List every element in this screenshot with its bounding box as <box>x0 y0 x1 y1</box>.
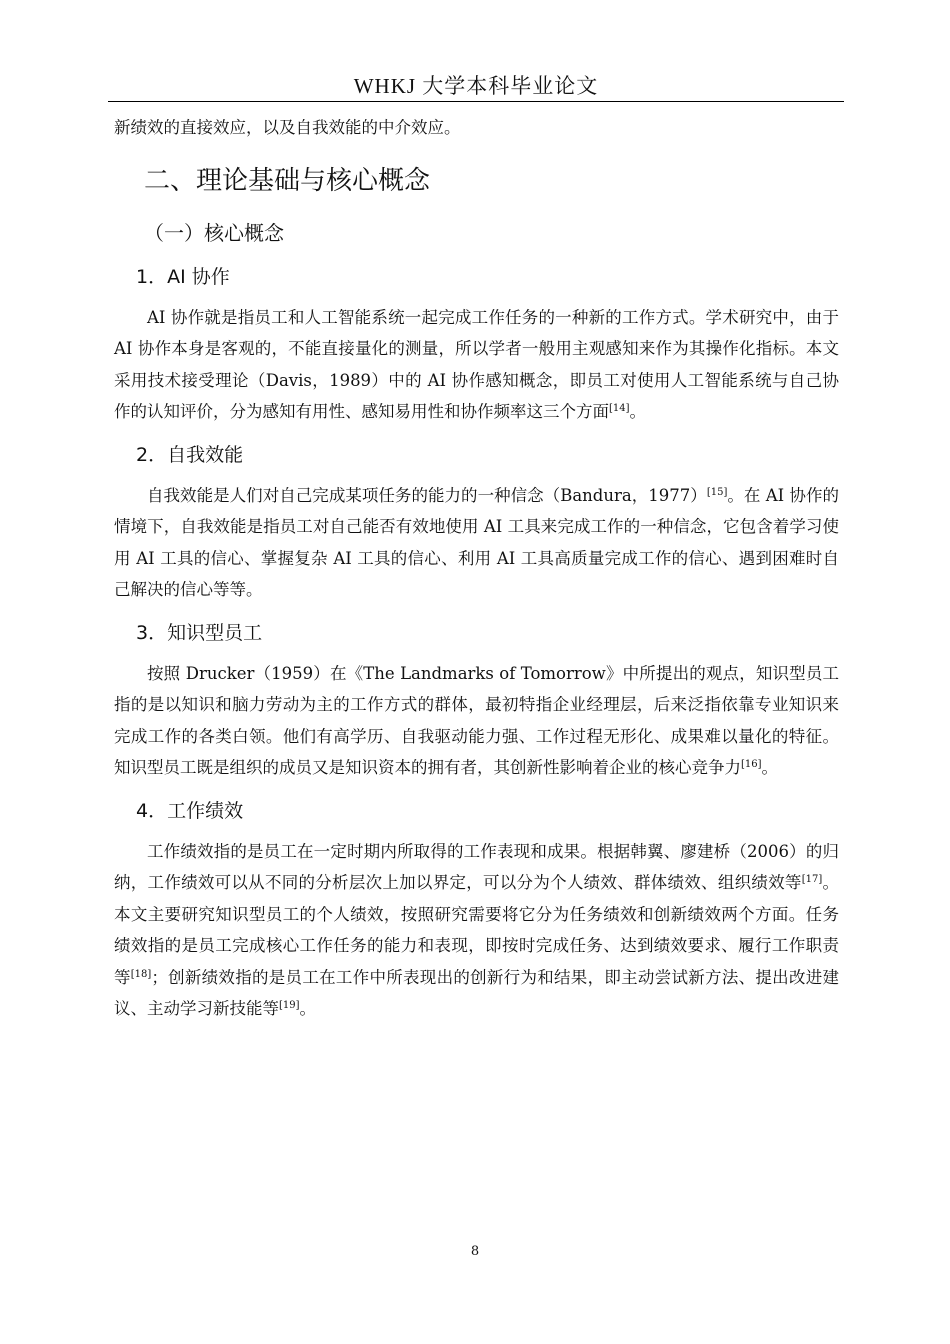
citation-ref: [15] <box>706 486 728 498</box>
heading-ai-collaboration: 1．AI 协作 <box>136 265 230 288</box>
running-header: WHKJ 大学本科毕业论文 <box>353 74 599 98</box>
citation-ref: [17] <box>801 874 823 885</box>
intro-paragraph: 新绩效的直接效应，以及自我效能的中介效应。 <box>114 118 461 137</box>
paragraph-text: AI 协作就是指员工和人工智能系统一起完成工作任务的一种新的工作方式。学术研究中，由于 AI 协作本身是客观的，不能直接量化的测量，所以学者一般用主观感知来作为其操作化指标。本文采用技术接受理论（Davis，1989）中的 AI 协作感知概念，即员工对使用人工智能系统与自己协作的认知评价，分为感知有用性、感知易用性和协作频率这三个方面 <box>114 307 839 421</box>
paragraph-text: 按照 Drucker（1959）在《The Landmarks of Tomorrow》中所提出的观点，知识型员工指的是以知识和脑力劳动为主的工作方式的群体，最初特指企业经理层，后来泛指依靠专业知识来完成工作的各类白领。他们有高学历、自我驱动能力强、工作过程无形化、成果难以量化的特征。知识型员工既是组织的成员又是知识资本的拥有者，其创新性影响着企业的核心竞争力 <box>114 663 839 777</box>
paragraph-text: 自我效能是人们对自己完成某项任务的能力的一种信念（Bandura，1977） <box>147 485 707 505</box>
paragraph-text: 工作绩效指的是员工在一定时期内所取得的工作表现和成果。根据韩翼、廖建桥（2006）的归纳，工作绩效可以从不同的分析层次上加以界定，可以分为个人绩效、群体绩效、组织绩效等 <box>114 841 839 892</box>
subsection-title: （一）核心概念 <box>144 220 284 245</box>
heading-self-efficacy: 2．自我效能 <box>136 443 244 466</box>
page-body <box>114 112 839 1025</box>
paragraph-job-performance <box>114 836 839 1025</box>
section-title: 二、理论基础与核心概念 <box>144 165 431 196</box>
citation-ref: [16] <box>741 759 762 770</box>
paragraph-text: 。本文主要研究知识型员工的个人绩效，按照研究需要将它分为任务绩效和创新绩效两个方面。任务绩效指的是员工完成核心工作任务的能力和表现，即按时完成任务、达到绩效要求、履行工作职责等 <box>114 873 840 987</box>
heading-knowledge-workers: 3．知识型员工 <box>136 621 263 644</box>
heading-job-performance: 4．工作绩效 <box>136 799 244 822</box>
paragraph-knowledge-workers <box>114 658 839 784</box>
header-rule <box>108 101 844 102</box>
paragraph-text: 。 <box>629 402 647 421</box>
page-number: 8 <box>470 1244 480 1259</box>
paragraph-self-efficacy <box>114 480 839 606</box>
citation-ref: [18] <box>130 968 152 980</box>
citation-ref: [14] <box>609 403 630 414</box>
paragraph-text: ；创新绩效指的是员工在工作中所表现出的创新行为和结果，即主动尝试新方法、提出改进建议、主动学习新技能等 <box>114 967 840 1018</box>
paragraph-text: 。在 AI 协作的情境下，自我效能是指员工对自己能否有效地使用 AI 工具来完成工作的一种信念，它包含着学习使用 AI 工具的信心、掌握复杂 AI 工具的信心、利用 AI 工具高质量完成工作的信心、遇到困难时自己解决的信心等等。 <box>114 485 839 599</box>
paragraph-text: 。 <box>761 758 779 777</box>
paragraph-text: 。 <box>299 999 317 1018</box>
paragraph-ai-collaboration <box>114 302 839 428</box>
citation-ref: [19] <box>279 1000 300 1011</box>
